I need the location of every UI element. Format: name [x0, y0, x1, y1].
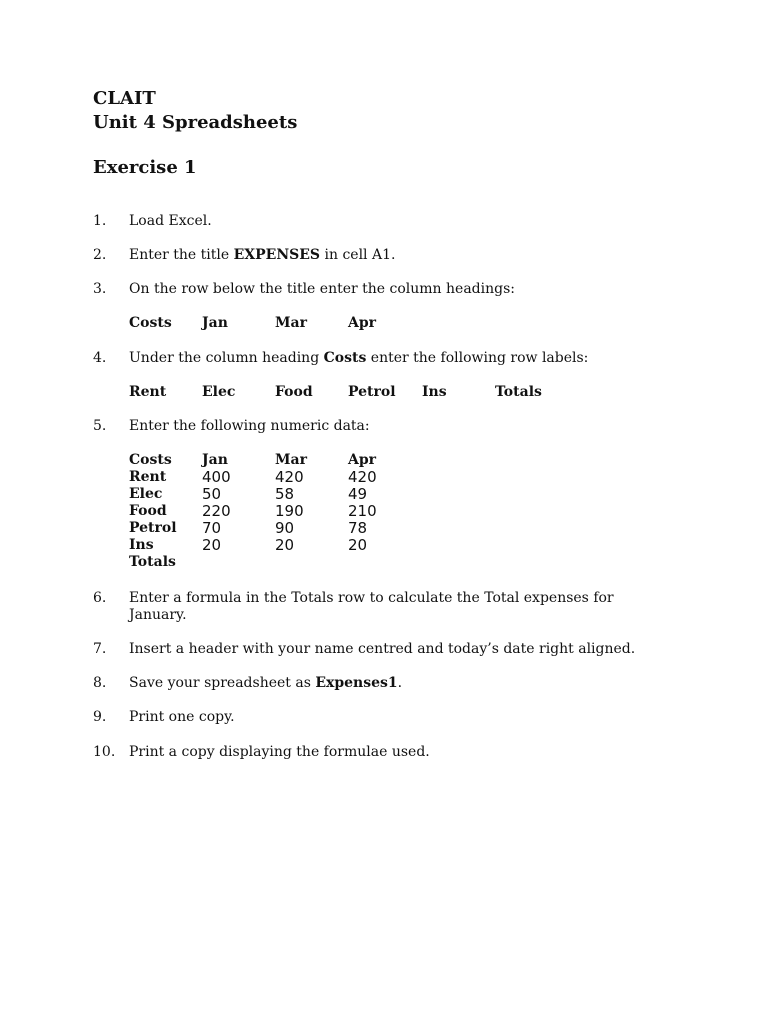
step-text: Print one copy.: [129, 709, 235, 725]
column-heading: Jan: [202, 315, 228, 331]
step-text-part: enter the following row labels:: [366, 350, 589, 366]
step-text-part: Save your spreadsheet as: [129, 675, 316, 691]
step-number: 1.: [93, 213, 107, 229]
step-text-part: Enter the title: [129, 247, 234, 263]
step-text: On the row below the title enter the column headings:: [129, 281, 515, 297]
table-row: [0, 537, 768, 554]
table-cell: 20: [202, 536, 222, 554]
step-text: Load Excel.: [129, 213, 212, 229]
unit-title: Unit 4 Spreadsheets: [93, 112, 298, 133]
step-text: [129, 350, 588, 367]
step-number: 8.: [93, 675, 107, 691]
step-text-bold: Costs: [323, 350, 367, 366]
step-number: 7.: [93, 641, 107, 657]
table-cell: 420: [348, 468, 377, 486]
table-row-label: Totals: [129, 554, 176, 570]
table-header-cell: Costs: [129, 452, 172, 468]
table-row-label: Elec: [129, 486, 163, 502]
step-text: Enter the following numeric data:: [129, 418, 370, 434]
step-text-part: in cell A1.: [320, 247, 396, 263]
step-number: 6.: [93, 590, 107, 606]
step-number: 2.: [93, 247, 107, 263]
row-label: Ins: [422, 384, 447, 400]
row-label: Rent: [129, 384, 167, 400]
table-header-cell: Apr: [348, 452, 377, 468]
row-label: Petrol: [348, 384, 396, 400]
table-cell: 220: [202, 502, 231, 520]
step-text-part: Under the column heading: [129, 350, 324, 366]
table-cell: 90: [275, 519, 295, 537]
table-header-cell: Mar: [275, 452, 307, 468]
table-cell: 49: [348, 485, 368, 503]
step-number: 4.: [93, 350, 107, 366]
step-number: 3.: [93, 281, 107, 297]
column-heading: Mar: [275, 315, 307, 331]
step-number: 10.: [93, 744, 116, 760]
table-row: [0, 503, 768, 520]
table-row: [0, 520, 768, 537]
table-row: [0, 469, 768, 486]
row-label: Totals: [495, 384, 542, 400]
table-cell: 210: [348, 502, 377, 520]
table-cell: 20: [348, 536, 368, 554]
table-cell: 58: [275, 485, 295, 503]
step-text: Insert a header with your name centred and today’s date right aligned.: [129, 641, 636, 657]
step-text: [129, 247, 395, 264]
step-text-part: .: [397, 675, 403, 691]
table-row-label: Food: [129, 503, 167, 519]
step-text: Print a copy displaying the formulae used.: [129, 744, 430, 760]
table-cell: 50: [202, 485, 222, 503]
step-text: [129, 675, 402, 692]
row-labels-row: [0, 384, 768, 401]
table-row-label: Ins: [129, 537, 154, 553]
table-row-label: Rent: [129, 469, 167, 485]
table-cell: 190: [275, 502, 304, 520]
step-text-bold: Expenses1: [315, 675, 398, 691]
row-label: Food: [275, 384, 313, 400]
exercise-title: Exercise 1: [93, 157, 197, 178]
step-number: 5.: [93, 418, 107, 434]
table-row: [0, 554, 768, 571]
table-cell: 400: [202, 468, 231, 486]
table-cell: 78: [348, 519, 368, 537]
table-row-label: Petrol: [129, 520, 177, 536]
table-cell: 420: [275, 468, 304, 486]
table-row: [0, 486, 768, 503]
step-text-continued: January.: [129, 607, 187, 623]
course-title: CLAIT: [93, 88, 156, 109]
row-label: Elec: [202, 384, 236, 400]
step-text-bold: EXPENSES: [233, 247, 321, 263]
column-headings-row: [0, 315, 768, 332]
step-text: Enter a formula in the Totals row to calculate the Total expenses for: [129, 590, 614, 606]
column-heading: Costs: [129, 315, 172, 331]
table-cell: 20: [275, 536, 295, 554]
table-cell: 70: [202, 519, 222, 537]
data-table-header: [0, 452, 768, 469]
column-heading: Apr: [348, 315, 377, 331]
step-number: 9.: [93, 709, 107, 725]
table-header-cell: Jan: [202, 452, 228, 468]
